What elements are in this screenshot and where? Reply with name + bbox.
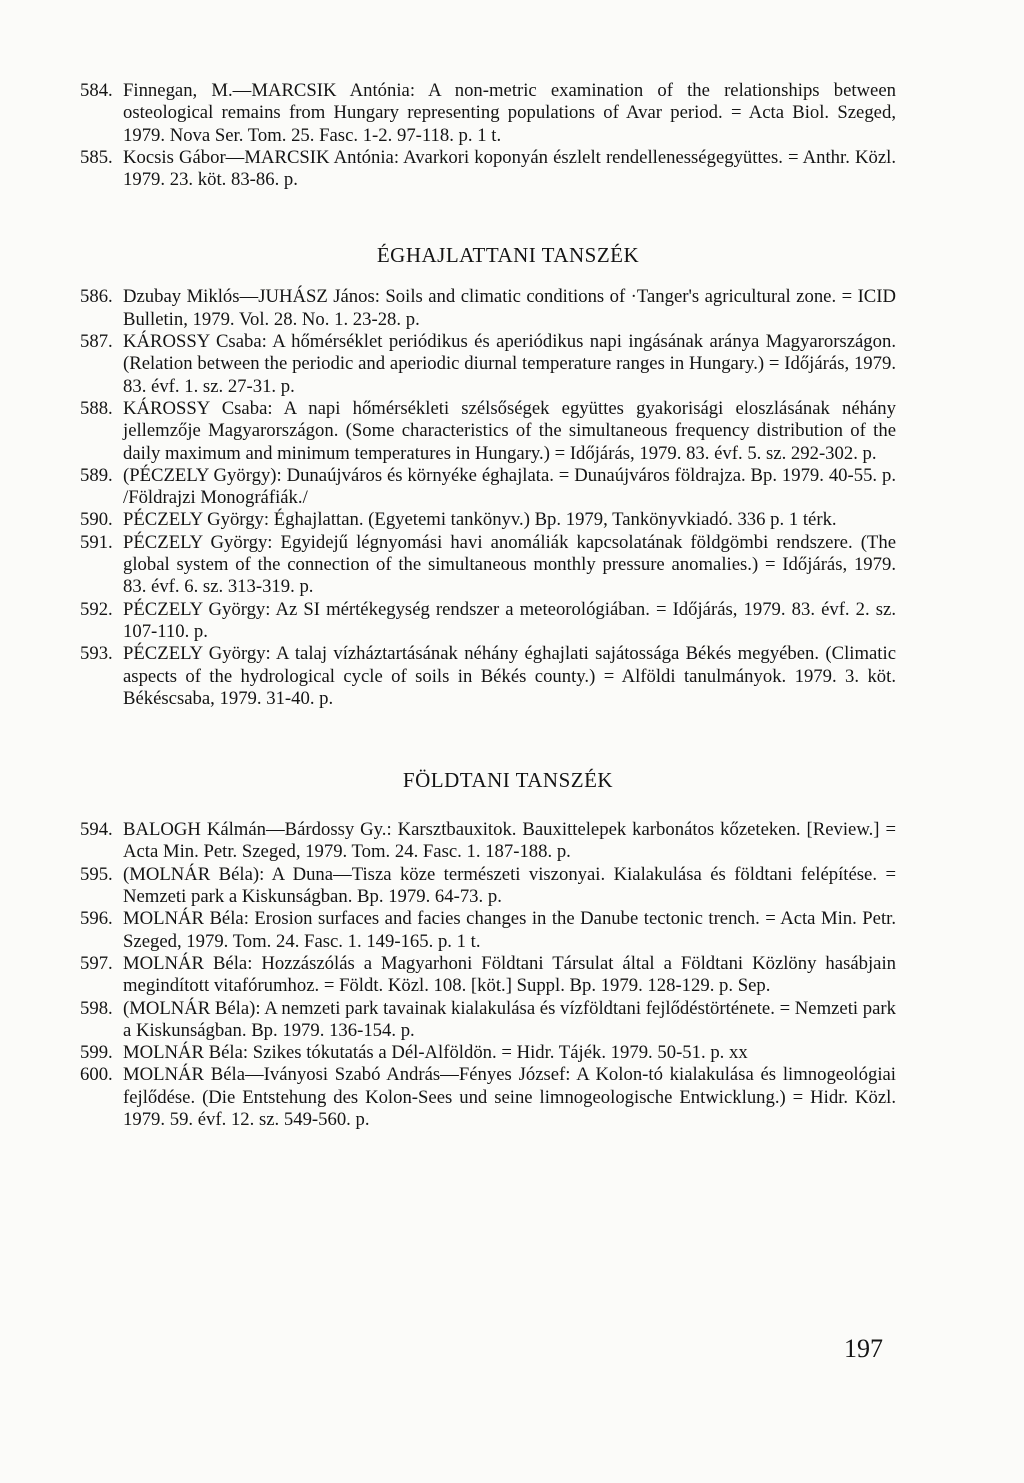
- list-item: [80, 80, 896, 147]
- entry-text: KÁROSSY Csaba: A napi hőmérsékleti szélsőségek együttes gyakorisági eloszlásának néhány jellemzője Magyarországon. (Some characteristics of the simultaneous frequency distribution of the daily maximum and minimum temperatures in Hungary.) = Időjárás, 1979. 83. évf. 5. sz. 292-302. p.: [123, 397, 896, 464]
- entry-number: 595.: [80, 863, 113, 885]
- list-item: [80, 908, 896, 953]
- entry-number: 586.: [80, 286, 113, 308]
- entry-list-eghajlattani: [80, 286, 896, 710]
- entry-number: 584.: [80, 80, 113, 101]
- entry-text: MOLNÁR Béla: Hozzászólás a Magyarhoni Földtani Társulat által a Földtani Közlöny hasábjain megindított vitafórumhoz. = Földt. Közl. 108. [köt.] Suppl. Bp. 1979. 128-129. p. Sep.: [123, 952, 896, 997]
- page-number: 197: [844, 1334, 883, 1363]
- entry-number: 599.: [80, 1042, 113, 1064]
- entry-number: 589.: [80, 464, 113, 486]
- entry-text: Dzubay Miklós—JUHÁSZ János: Soils and climatic conditions of ·Tanger's agricultural zone. = ICID Bulletin, 1979. Vol. 28. No. 1. 23-28. p.: [123, 286, 896, 330]
- entry-number: 600.: [80, 1064, 113, 1086]
- list-item: [80, 398, 896, 465]
- entry-text: PÉCZELY György: Egyidejű légnyomási havi anomáliák kapcsolatának földgömbi rendszere. (The global system of the connection of the simultaneous monthly pressure anomalies.) = Időjárás, 1979. 83. évf. 6. sz. 313-319. p.: [123, 531, 896, 598]
- list-item: [80, 599, 896, 644]
- entry-text: Kocsis Gábor—MARCSIK Antónia: Avarkori koponyán észlelt rendellenességegyüttes. = Anthr. Közl. 1979. 23. köt. 83-86. p.: [123, 146, 896, 191]
- entry-number: 590.: [80, 509, 113, 531]
- entry-text: MOLNÁR Béla: Erosion surfaces and facies changes in the Danube tectonic trench. = Acta Min. Petr. Szeged, 1979. Tom. 24. Fasc. 1. 149-165. p. 1 t.: [123, 908, 896, 952]
- list-item: [80, 819, 896, 864]
- entry-number: 585.: [80, 146, 113, 168]
- list-item: [80, 532, 896, 599]
- document-page: [80, 80, 896, 1131]
- entry-number: 598.: [80, 997, 113, 1019]
- entry-number: 593.: [80, 643, 113, 665]
- list-item: [80, 286, 896, 331]
- entry-number: 592.: [80, 598, 113, 620]
- entry-text: PÉCZELY György: A talaj vízháztartásának néhány éghajlati sajátossága Békés megyében. (Climatic aspects of the hydrological cycle of soils in Békés county.) = Alföldi tanulmányok. 1979. 3. köt. Békéscsaba, 1979. 31-40. p.: [123, 643, 896, 709]
- entry-number: 587.: [80, 331, 113, 353]
- entry-text: PÉCZELY György: Az SI mértékegység rendszer a meteorológiában. = Időjárás, 1979. 83. évf. 2. sz. 107-110. p.: [123, 598, 896, 642]
- list-item: [80, 643, 896, 710]
- entry-text: PÉCZELY György: Éghajlattan. (Egyetemi tankönyv.) Bp. 1979, Tankönyvkiadó. 336 p. 1 térk.: [123, 509, 837, 531]
- entry-text: (PÉCZELY György): Dunaújváros és környéke éghajlata. = Dunaújváros földrajza. Bp. 1979. 40-55. p. /Földrajzi Monográfiák./: [123, 464, 896, 509]
- list-item: [80, 1064, 896, 1131]
- list-item: [80, 147, 896, 192]
- section-heading-eghajlattani: ÉGHAJLATTANI TANSZÉK: [376, 243, 640, 268]
- entry-text: BALOGH Kálmán—Bárdossy Gy.: Karsztbauxitok. Bauxittelepek karbonátos kőzeteken. [Review.] = Acta Min. Petr. Szeged, 1979. Tom. 24. Fasc. 1. 187-188. p.: [123, 819, 896, 863]
- list-item: [80, 998, 896, 1043]
- entry-number: 594.: [80, 819, 113, 841]
- entry-text: KÁROSSY Csaba: A hőmérséklet periódikus és aperiódikus napi ingásának aránya Magyarországon. (Relation between the periodic and aperiodic diurnal temperature ranges in Hungary.) = Időjárás, 1979. 83. évf. 1. sz. 27-31. p.: [123, 331, 896, 397]
- list-item: [80, 864, 896, 909]
- entry-text: (MOLNÁR Béla): A Duna—Tisza köze természeti viszonyai. Kialakulása és földtani felépítése. = Nemzeti park a Kiskunságban. Bp. 1979. 64-73. p.: [123, 863, 896, 908]
- section-heading-foldtani: FÖLDTANI TANSZÉK: [402, 768, 614, 793]
- entry-number: 591.: [80, 531, 113, 553]
- list-item: [80, 465, 896, 510]
- entry-number: 596.: [80, 908, 113, 930]
- entry-text: (MOLNÁR Béla): A nemzeti park tavainak kialakulása és vízföldtani fejlődéstörténete. = Nemzeti park a Kiskunságban. Bp. 1979. 136-154. p.: [123, 997, 896, 1041]
- entry-list-foldtani: [80, 819, 896, 1131]
- list-item: [80, 1042, 896, 1064]
- entry-list-intro: [80, 80, 896, 191]
- list-item: [80, 953, 896, 998]
- list-item: [80, 509, 896, 531]
- entry-text: MOLNÁR Béla: Szikes tókutatás a Dél-Alföldön. = Hidr. Tájék. 1979. 50-51. p. xx: [123, 1042, 748, 1064]
- entry-text: Finnegan, M.—MARCSIK Antónia: A non-metric examination of the relationships between osteological remains from Hungary representing populations of Avar period. = Acta Biol. Szeged, 1979. Nova Ser. Tom. 25. Fasc. 1-2. 97-118. p. 1 t.: [123, 80, 896, 146]
- list-item: [80, 331, 896, 398]
- entry-text: MOLNÁR Béla—Iványosi Szabó András—Fényes József: A Kolon-tó kialakulása és limnogeológiai fejlődése. (Die Entstehung des Kolon-Sees und seine limnogeologische Entwicklung.) = Hidr. Közl. 1979. 59. évf. 12. sz. 549-560. p.: [123, 1064, 896, 1130]
- entry-number: 588.: [80, 397, 113, 419]
- entry-number: 597.: [80, 952, 113, 974]
